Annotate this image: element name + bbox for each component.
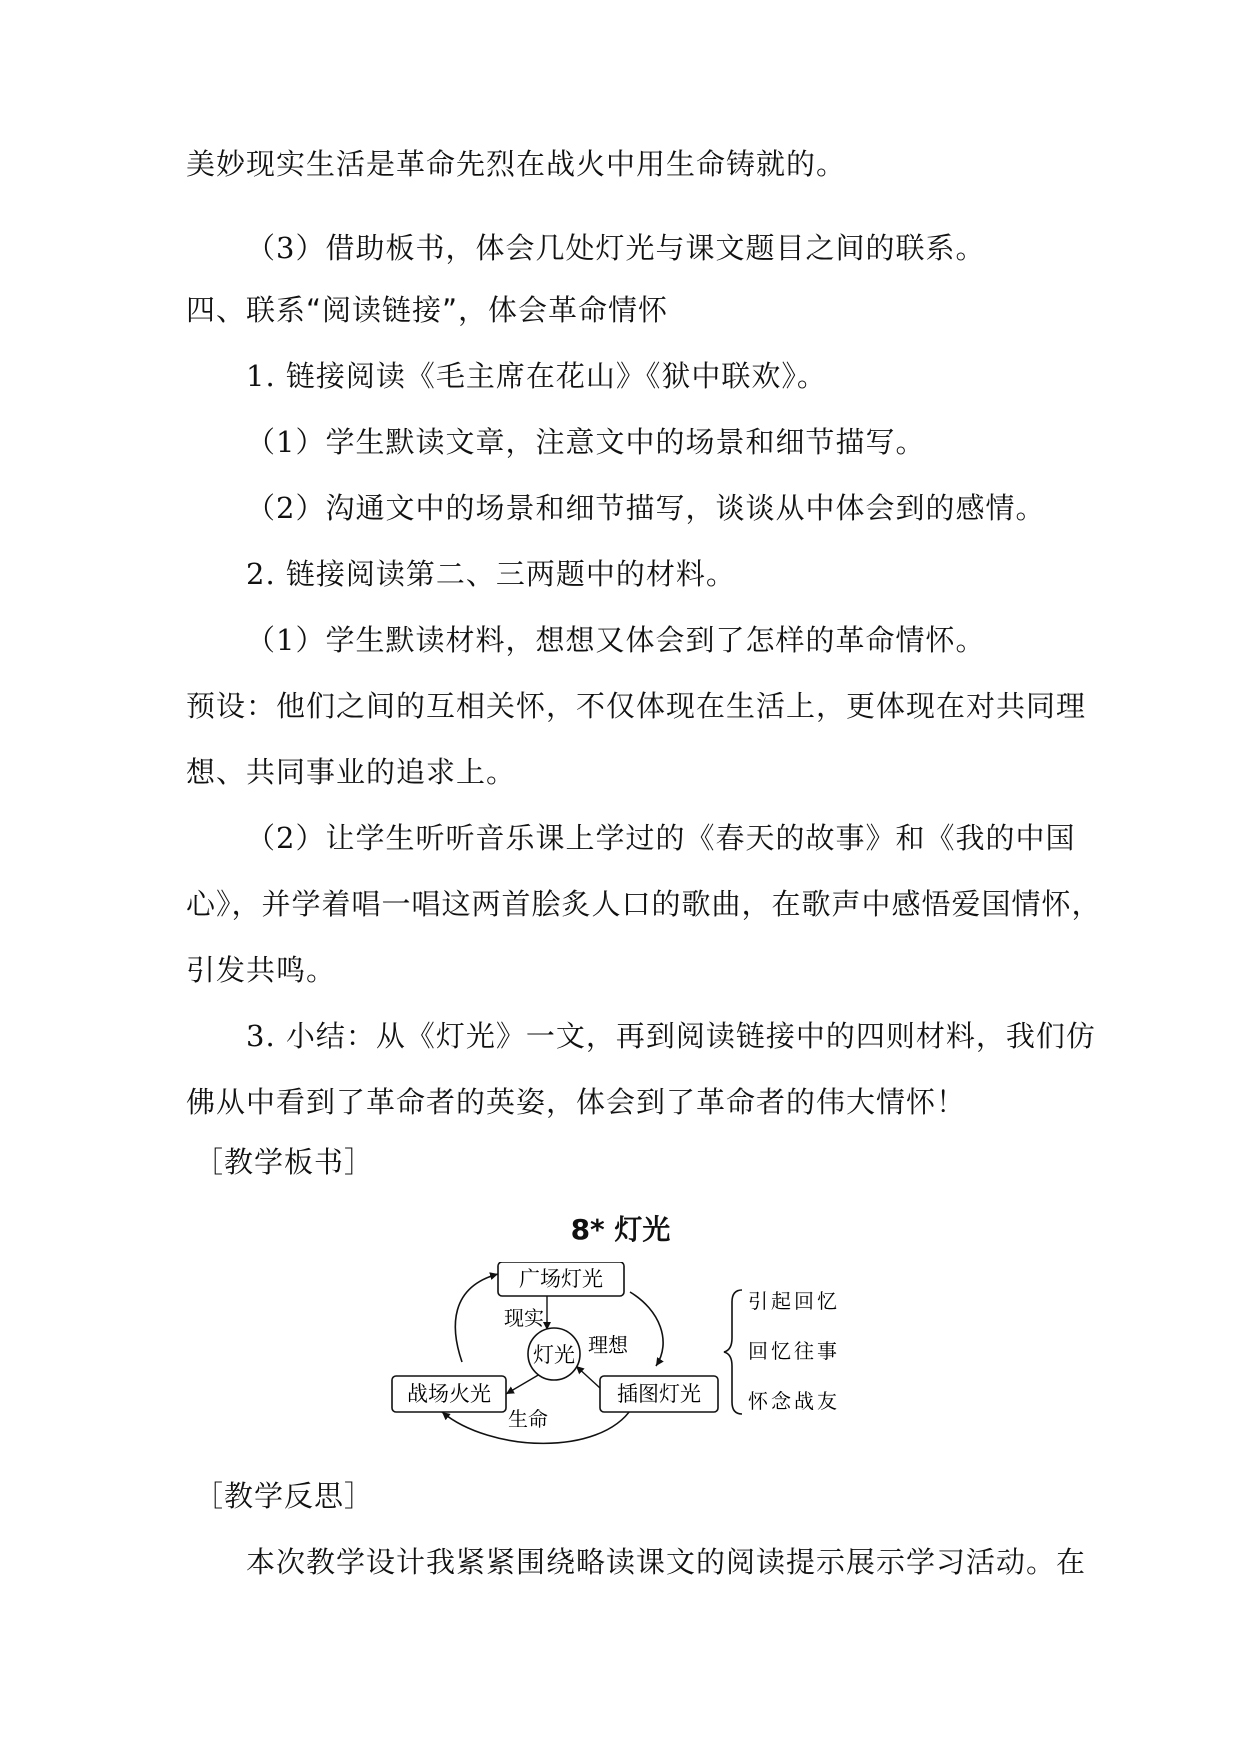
section-label-reflection: ［教学反思］: [194, 1479, 375, 1513]
center-label: 灯光: [533, 1343, 575, 1367]
text-line: 引发共鸣。: [186, 953, 337, 987]
box-top-label: 广场灯光: [519, 1267, 603, 1291]
section-label-board: ［教学板书］: [194, 1145, 375, 1179]
brace-item: 引起回忆: [748, 1289, 840, 1313]
summary-line: 佛从中看到了革命者的英姿，体会到了革命者的伟大情怀！: [186, 1085, 967, 1119]
text-line: 美妙现实生活是革命先烈在战火中用生命铸就的。: [186, 147, 847, 181]
section-heading-4: 四、联系“阅读链接”，体会革命情怀: [186, 293, 669, 327]
list-item: （2）让学生听听音乐课上学过的《春天的故事》和《我的中国: [246, 821, 1076, 855]
arrow-ideal: [576, 1366, 600, 1388]
brace-item: 回忆往事: [748, 1339, 840, 1363]
diagram-svg: [380, 1262, 860, 1452]
list-item: 2. 链接阅读第二、三两题中的材料。: [246, 557, 736, 591]
list-item: （1）学生默读文章，注意文中的场景和细节描写。: [246, 425, 926, 459]
arrow-life: [506, 1374, 540, 1394]
label-reality: 现实: [504, 1306, 544, 1330]
brace-item: 怀念战友: [748, 1389, 840, 1413]
list-item: （2）沟通文中的场景和细节描写，谈谈从中体会到的感情。: [246, 491, 1046, 525]
list-item: （1）学生默读材料，想想又体会到了怎样的革命情怀。: [246, 623, 986, 657]
label-ideal: 理想: [588, 1333, 628, 1357]
arc-left-to-top: [455, 1274, 498, 1362]
summary-line: 3. 小结：从《灯光》一文，再到阅读链接中的四则材料，我们仿: [246, 1019, 1096, 1053]
list-item: 1. 链接阅读《毛主席在花山》《狱中联欢》。: [246, 359, 827, 393]
board-title: 8* 灯光: [570, 1213, 671, 1246]
text-line: 预设：他们之间的互相关怀，不仅体现在生活上，更体现在对共同理: [186, 689, 1087, 723]
text-line: （3）借助板书，体会几处灯光与课文题目之间的联系。: [246, 231, 986, 265]
label-life: 生命: [508, 1407, 548, 1431]
text-line: 心》，并学着唱一唱这两首脍炙人口的歌曲，在歌声中感悟爱国情怀，: [186, 887, 1102, 921]
text-line: 想、共同事业的追求上。: [186, 755, 517, 789]
arc-top-to-right: [630, 1292, 663, 1366]
box-right-label: 插图灯光: [617, 1382, 701, 1406]
text-line: 本次教学设计我紧紧围绕略读课文的阅读提示展示学习活动。在: [246, 1545, 1087, 1579]
box-left-label: 战场火光: [407, 1382, 491, 1406]
blackboard-diagram: [380, 1262, 860, 1456]
brace: [724, 1290, 742, 1414]
